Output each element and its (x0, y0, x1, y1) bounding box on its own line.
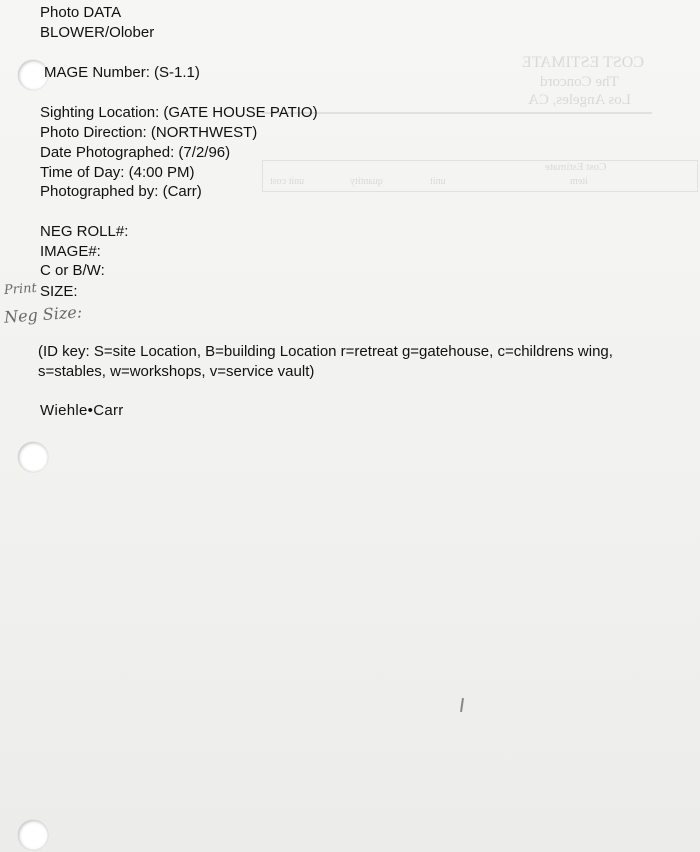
photographed-by-line: Photographed by: (Carr) (40, 183, 202, 200)
handwritten-neg-size: Neg Size: (3, 302, 83, 327)
date-photographed-line: Date Photographed: (7/2/96) (40, 144, 231, 161)
id-key-line-2: s=stables, w=workshops, v=service vault) (38, 363, 315, 380)
binder-hole-middle (18, 442, 48, 472)
image-number-line: MAGE Number: (S-1.1) (44, 64, 200, 81)
bleed-col-unit-cost: unit cost (270, 176, 305, 187)
image-num-line: IMAGE#: (40, 243, 101, 260)
neg-roll-line: NEG ROLL#: (40, 223, 129, 240)
bleed-col-quantity: quantity (350, 176, 383, 187)
bleed-table (262, 160, 698, 192)
bleed-table-header: Cost Estimate (545, 161, 607, 173)
bleed-title: COST ESTIMATE (522, 54, 644, 71)
photo-direction-line: Photo Direction: (NORTHWEST) (40, 124, 258, 141)
id-key-line-1: (ID key: S=site Location, B=building Location r=retreat g=gatehouse, c=childrens wing, (38, 343, 613, 360)
handwritten-print: Print (3, 280, 38, 299)
size-line: SIZE: (40, 283, 78, 300)
color-bw-line: C or B/W: (40, 262, 105, 279)
bleed-location: Los Angeles, CA (528, 92, 631, 108)
header-photo-data: Photo DATA (40, 4, 122, 21)
bleed-col-item: item (570, 176, 588, 187)
stray-pen-mark (460, 698, 464, 712)
bleed-rule (262, 112, 652, 114)
time-of-day-line: Time of Day: (4:00 PM) (40, 164, 195, 181)
binder-hole-bottom (18, 820, 48, 850)
bleed-col-unit: unit (430, 176, 446, 187)
bleed-subtitle: The Concord (540, 74, 619, 90)
signature-line: Wiehle•Carr (40, 402, 124, 419)
header-blower: BLOWER/Olober (40, 24, 155, 41)
sighting-location-line: Sighting Location: (GATE HOUSE PATIO) (40, 104, 318, 121)
